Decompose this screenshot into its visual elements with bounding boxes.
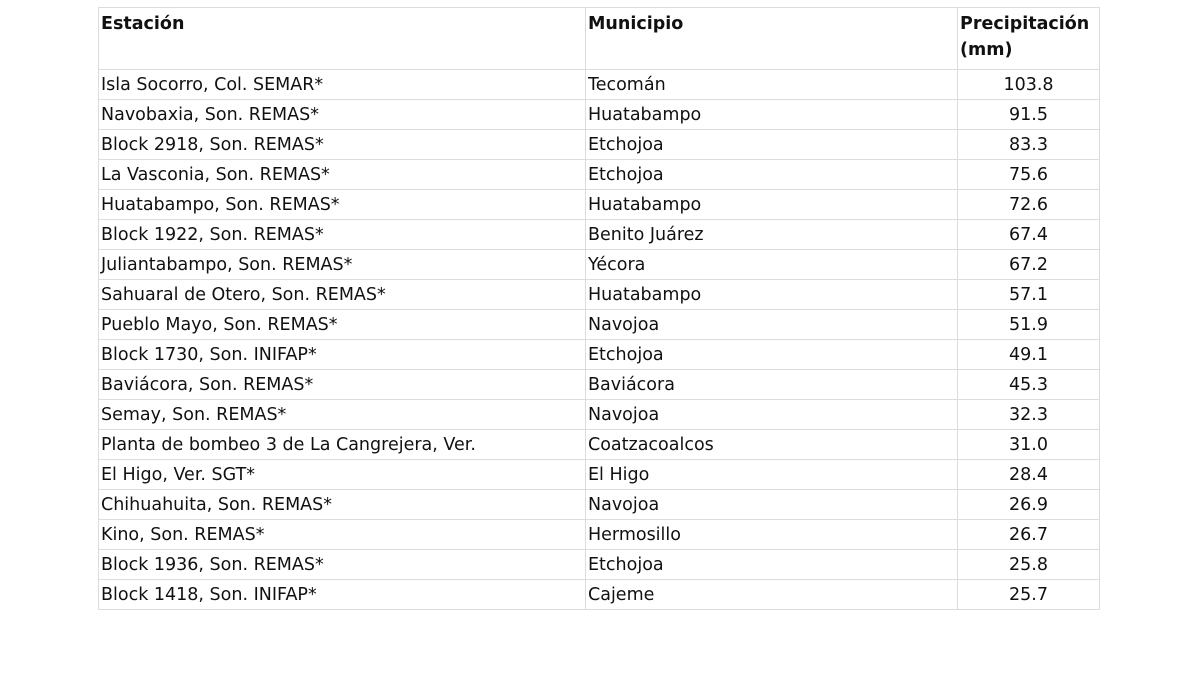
cell-municipality: Navojoa (586, 490, 958, 520)
table-row (99, 400, 1100, 430)
cell-station: Juliantabampo, Son. REMAS* (99, 250, 586, 280)
cell-municipality: Yécora (586, 250, 958, 280)
cell-municipality: Etchojoa (586, 550, 958, 580)
cell-municipality: Etchojoa (586, 160, 958, 190)
cell-precipitation: 32.3 (958, 400, 1100, 430)
cell-station: Kino, Son. REMAS* (99, 520, 586, 550)
cell-station: Isla Socorro, Col. SEMAR* (99, 70, 586, 100)
cell-station: Pueblo Mayo, Son. REMAS* (99, 310, 586, 340)
cell-station: Block 1730, Son. INIFAP* (99, 340, 586, 370)
cell-station: Sahuaral de Otero, Son. REMAS* (99, 280, 586, 310)
cell-precipitation: 103.8 (958, 70, 1100, 100)
cell-municipality: Etchojoa (586, 340, 958, 370)
cell-municipality: Navojoa (586, 400, 958, 430)
cell-precipitation: 31.0 (958, 430, 1100, 460)
table-row (99, 370, 1100, 400)
cell-precipitation: 57.1 (958, 280, 1100, 310)
cell-precipitation: 75.6 (958, 160, 1100, 190)
table-row (99, 340, 1100, 370)
cell-station: La Vasconia, Son. REMAS* (99, 160, 586, 190)
table-row (99, 520, 1100, 550)
cell-precipitation: 26.7 (958, 520, 1100, 550)
table-header (99, 8, 1100, 70)
table-row (99, 100, 1100, 130)
header-precipitation-label: Precipitación (960, 14, 1090, 34)
header-precipitation (958, 8, 1100, 70)
table-row (99, 250, 1100, 280)
cell-station: Block 1936, Son. REMAS* (99, 550, 586, 580)
cell-station: Planta de bombeo 3 de La Cangrejera, Ver. (99, 430, 586, 460)
table-row (99, 310, 1100, 340)
table-body (99, 70, 1100, 610)
cell-municipality: Tecomán (586, 70, 958, 100)
table-row (99, 130, 1100, 160)
cell-municipality: Navojoa (586, 310, 958, 340)
header-station: Estación (99, 8, 586, 70)
cell-precipitation: 28.4 (958, 460, 1100, 490)
cell-precipitation: 26.9 (958, 490, 1100, 520)
table-row (99, 160, 1100, 190)
cell-precipitation: 67.2 (958, 250, 1100, 280)
table-row (99, 580, 1100, 610)
header-row (99, 8, 1100, 70)
header-precipitation-unit: (mm) (960, 40, 1013, 60)
table-row (99, 190, 1100, 220)
cell-municipality: Huatabampo (586, 190, 958, 220)
table-row (99, 280, 1100, 310)
table-row (99, 220, 1100, 250)
cell-station: Chihuahuita, Son. REMAS* (99, 490, 586, 520)
table-row (99, 490, 1100, 520)
cell-precipitation: 25.8 (958, 550, 1100, 580)
cell-precipitation: 25.7 (958, 580, 1100, 610)
cell-precipitation: 67.4 (958, 220, 1100, 250)
cell-station: El Higo, Ver. SGT* (99, 460, 586, 490)
cell-municipality: Baviácora (586, 370, 958, 400)
cell-municipality: Huatabampo (586, 280, 958, 310)
cell-municipality: El Higo (586, 460, 958, 490)
precipitation-table (98, 7, 1100, 610)
table-row (99, 430, 1100, 460)
cell-municipality: Coatzacoalcos (586, 430, 958, 460)
cell-station: Semay, Son. REMAS* (99, 400, 586, 430)
header-municipality: Municipio (586, 8, 958, 70)
table-row (99, 460, 1100, 490)
cell-municipality: Cajeme (586, 580, 958, 610)
cell-municipality: Hermosillo (586, 520, 958, 550)
cell-station: Block 2918, Son. REMAS* (99, 130, 586, 160)
cell-station: Baviácora, Son. REMAS* (99, 370, 586, 400)
cell-station: Huatabampo, Son. REMAS* (99, 190, 586, 220)
cell-precipitation: 51.9 (958, 310, 1100, 340)
cell-precipitation: 45.3 (958, 370, 1100, 400)
cell-municipality: Huatabampo (586, 100, 958, 130)
cell-station: Block 1922, Son. REMAS* (99, 220, 586, 250)
cell-precipitation: 72.6 (958, 190, 1100, 220)
cell-municipality: Benito Juárez (586, 220, 958, 250)
cell-station: Block 1418, Son. INIFAP* (99, 580, 586, 610)
cell-precipitation: 49.1 (958, 340, 1100, 370)
table-row (99, 550, 1100, 580)
cell-precipitation: 91.5 (958, 100, 1100, 130)
table-row (99, 70, 1100, 100)
cell-precipitation: 83.3 (958, 130, 1100, 160)
cell-station: Navobaxia, Son. REMAS* (99, 100, 586, 130)
cell-municipality: Etchojoa (586, 130, 958, 160)
